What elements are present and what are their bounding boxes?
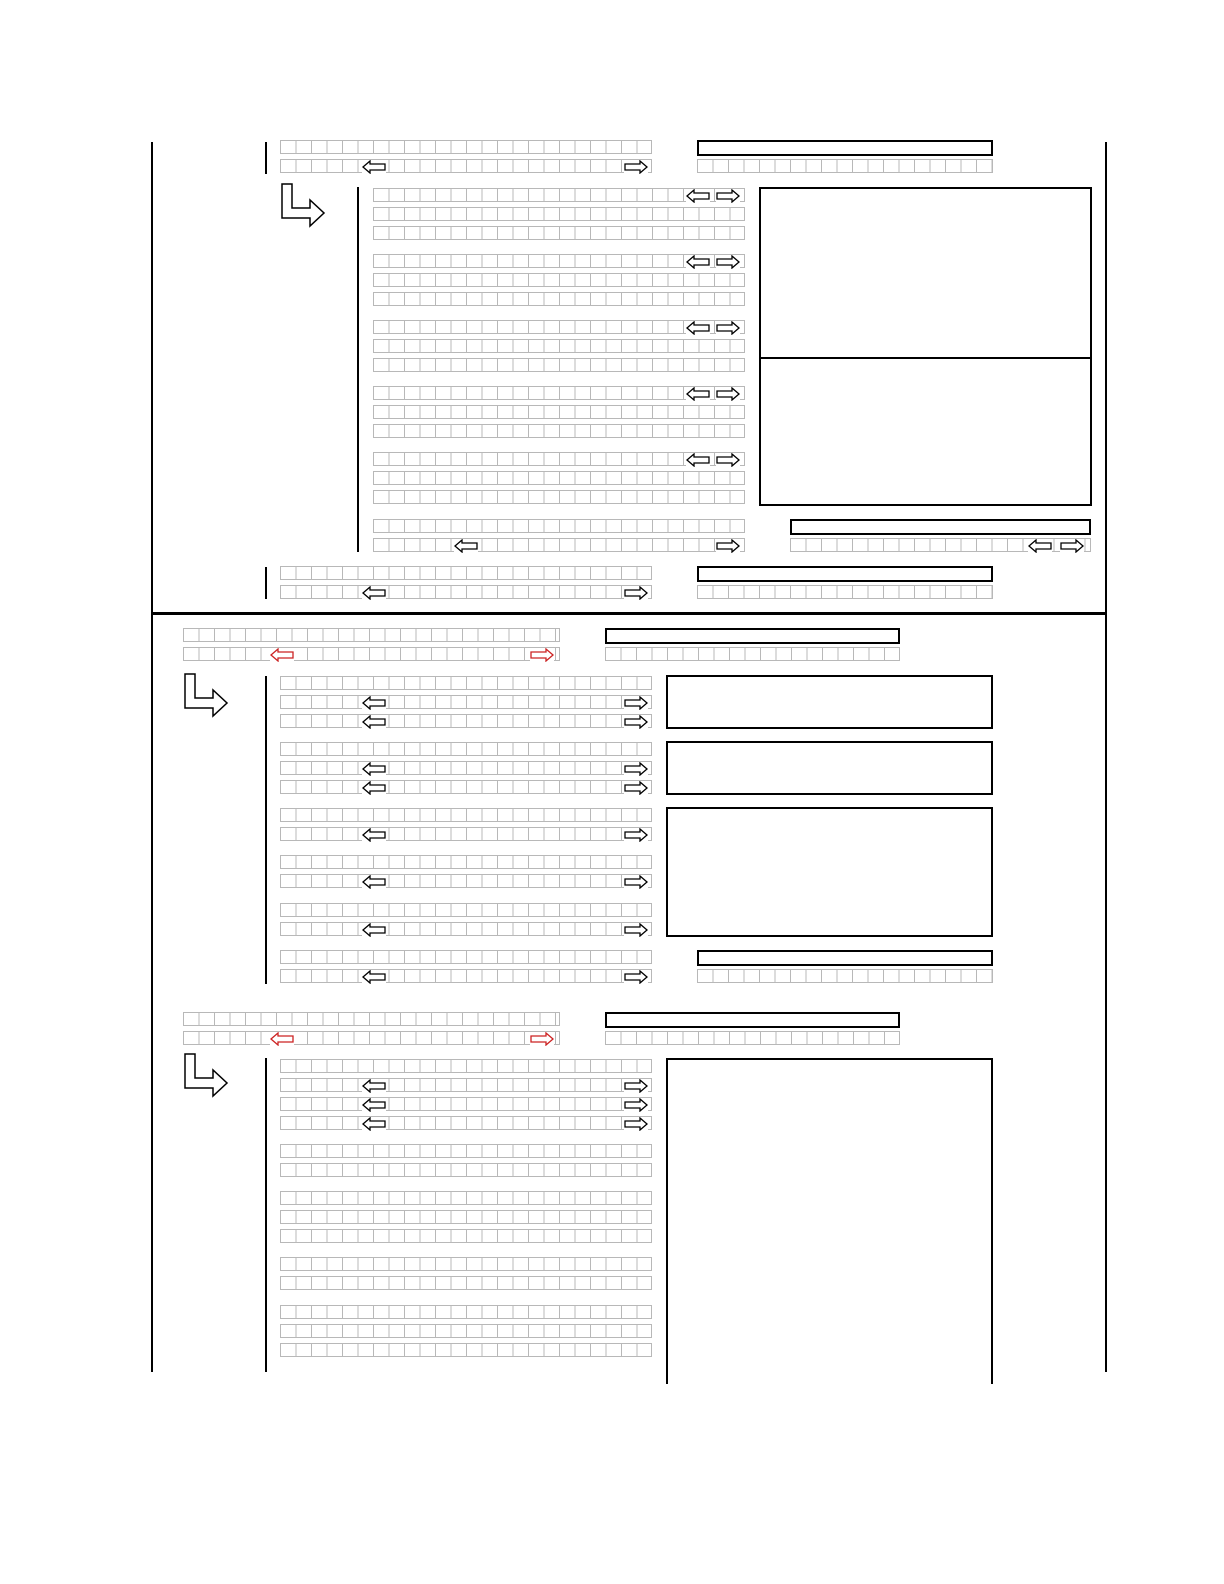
section-1-bottom-bracket xyxy=(265,567,267,599)
arrow-left-icon[interactable] xyxy=(454,539,478,553)
cell-row[interactable] xyxy=(373,490,745,504)
title-field[interactable] xyxy=(697,140,993,156)
notes-box[interactable] xyxy=(666,807,993,937)
cell-row[interactable] xyxy=(373,226,745,240)
title-field[interactable] xyxy=(790,519,1091,535)
section-3-bracket xyxy=(265,1058,267,1372)
arrow-right-icon[interactable] xyxy=(624,1079,648,1093)
arrow-left-icon[interactable] xyxy=(362,715,386,729)
cell-row[interactable] xyxy=(280,950,652,964)
arrow-right-icon[interactable] xyxy=(716,539,740,553)
cell-row[interactable] xyxy=(280,1144,652,1158)
arrow-right-icon[interactable] xyxy=(624,781,648,795)
frame-left-line xyxy=(151,142,153,1372)
cell-row[interactable] xyxy=(280,780,652,794)
cell-row[interactable] xyxy=(280,969,652,983)
cell-row[interactable] xyxy=(280,1097,652,1111)
cell-row[interactable] xyxy=(280,714,652,728)
cell-row[interactable] xyxy=(280,874,652,888)
arrow-left-icon[interactable] xyxy=(270,648,294,662)
arrow-right-icon[interactable] xyxy=(624,696,648,710)
arrow-right-icon[interactable] xyxy=(624,923,648,937)
cell-row[interactable] xyxy=(605,647,900,661)
cell-row[interactable] xyxy=(183,1031,560,1045)
cell-row[interactable] xyxy=(280,1116,652,1130)
arrow-right-icon[interactable] xyxy=(624,715,648,729)
corner-arrow-icon xyxy=(183,1052,231,1098)
notes-box-lower[interactable] xyxy=(759,357,1092,506)
cell-row[interactable] xyxy=(280,695,652,709)
cell-row[interactable] xyxy=(280,1078,652,1092)
cell-row[interactable] xyxy=(373,519,745,533)
arrow-right-icon[interactable] xyxy=(624,828,648,842)
arrow-left-icon[interactable] xyxy=(362,781,386,795)
cell-row[interactable] xyxy=(280,1163,652,1177)
cell-row[interactable] xyxy=(280,1276,652,1290)
corner-arrow-icon xyxy=(183,672,231,718)
arrow-left-icon[interactable] xyxy=(362,762,386,776)
arrow-left-icon[interactable] xyxy=(362,1117,386,1131)
cell-row[interactable] xyxy=(697,969,993,983)
cell-row[interactable] xyxy=(373,358,745,372)
cell-row[interactable] xyxy=(373,207,745,221)
frame-right-line xyxy=(1105,142,1107,1372)
section-1-top-bracket xyxy=(265,142,267,174)
arrow-right-icon[interactable] xyxy=(624,160,648,174)
arrow-right-icon[interactable] xyxy=(624,970,648,984)
arrow-right-icon[interactable] xyxy=(716,255,740,269)
cell-row[interactable] xyxy=(280,1210,652,1224)
arrow-left-icon[interactable] xyxy=(362,875,386,889)
arrow-right-icon[interactable] xyxy=(716,453,740,467)
arrow-right-icon[interactable] xyxy=(716,189,740,203)
arrow-right-icon[interactable] xyxy=(1060,539,1084,553)
cell-row[interactable] xyxy=(697,585,993,599)
notes-box-upper[interactable] xyxy=(759,187,1092,359)
cell-row[interactable] xyxy=(280,159,652,173)
arrow-left-icon[interactable] xyxy=(362,970,386,984)
section-divider xyxy=(151,612,1107,615)
arrow-left-icon[interactable] xyxy=(270,1032,294,1046)
arrow-left-icon[interactable] xyxy=(362,696,386,710)
notes-box[interactable] xyxy=(666,675,993,729)
arrow-right-icon[interactable] xyxy=(624,1098,648,1112)
cell-row[interactable] xyxy=(280,903,652,917)
arrow-left-icon[interactable] xyxy=(362,828,386,842)
corner-arrow-icon xyxy=(280,182,328,228)
cell-row[interactable] xyxy=(373,292,745,306)
arrow-left-icon[interactable] xyxy=(686,387,710,401)
cell-row[interactable] xyxy=(280,742,652,756)
cell-row[interactable] xyxy=(280,1191,652,1205)
arrow-left-icon[interactable] xyxy=(686,189,710,203)
section-1-bracket xyxy=(357,187,359,552)
arrow-left-icon[interactable] xyxy=(362,923,386,937)
cell-row[interactable] xyxy=(280,1305,652,1319)
cell-row[interactable] xyxy=(373,471,745,485)
cell-row[interactable] xyxy=(373,538,745,552)
cell-row[interactable] xyxy=(280,1343,652,1357)
title-field[interactable] xyxy=(697,950,993,966)
cell-row[interactable] xyxy=(280,922,652,936)
arrow-right-icon[interactable] xyxy=(624,1117,648,1131)
cell-row[interactable] xyxy=(280,140,652,154)
cell-row[interactable] xyxy=(183,647,560,661)
cell-row[interactable] xyxy=(280,566,652,580)
arrow-left-icon[interactable] xyxy=(362,1079,386,1093)
cell-row[interactable] xyxy=(373,273,745,287)
arrow-left-icon[interactable] xyxy=(686,255,710,269)
cell-row[interactable] xyxy=(697,159,993,173)
arrow-right-icon[interactable] xyxy=(716,387,740,401)
cell-row[interactable] xyxy=(605,1031,900,1045)
arrow-right-icon[interactable] xyxy=(624,586,648,600)
arrow-right-icon[interactable] xyxy=(716,321,740,335)
cell-row[interactable] xyxy=(280,808,652,822)
cell-row[interactable] xyxy=(373,405,745,419)
arrow-right-icon[interactable] xyxy=(530,1032,554,1046)
cell-row[interactable] xyxy=(183,1012,560,1026)
cell-row[interactable] xyxy=(280,585,652,599)
title-field[interactable] xyxy=(605,1012,900,1028)
arrow-left-icon[interactable] xyxy=(362,160,386,174)
notes-box[interactable] xyxy=(666,741,993,795)
cell-row[interactable] xyxy=(183,628,560,642)
cell-row[interactable] xyxy=(280,1257,652,1271)
cell-row[interactable] xyxy=(280,676,652,690)
cell-row[interactable] xyxy=(280,855,652,869)
arrow-right-icon[interactable] xyxy=(624,762,648,776)
title-field[interactable] xyxy=(605,628,900,644)
arrow-left-icon[interactable] xyxy=(1028,539,1052,553)
arrow-left-icon[interactable] xyxy=(686,321,710,335)
arrow-left-icon[interactable] xyxy=(362,1098,386,1112)
notes-box-large[interactable] xyxy=(666,1058,993,1384)
arrow-right-icon[interactable] xyxy=(624,875,648,889)
cell-row[interactable] xyxy=(373,339,745,353)
arrow-left-icon[interactable] xyxy=(362,586,386,600)
section-2-bracket xyxy=(265,676,267,984)
cell-row[interactable] xyxy=(373,424,745,438)
cell-row[interactable] xyxy=(280,761,652,775)
arrow-right-icon[interactable] xyxy=(530,648,554,662)
cell-row[interactable] xyxy=(280,1059,652,1073)
arrow-left-icon[interactable] xyxy=(686,453,710,467)
cell-row[interactable] xyxy=(280,827,652,841)
cell-row[interactable] xyxy=(280,1324,652,1338)
cell-row[interactable] xyxy=(280,1229,652,1243)
title-field[interactable] xyxy=(697,566,993,582)
